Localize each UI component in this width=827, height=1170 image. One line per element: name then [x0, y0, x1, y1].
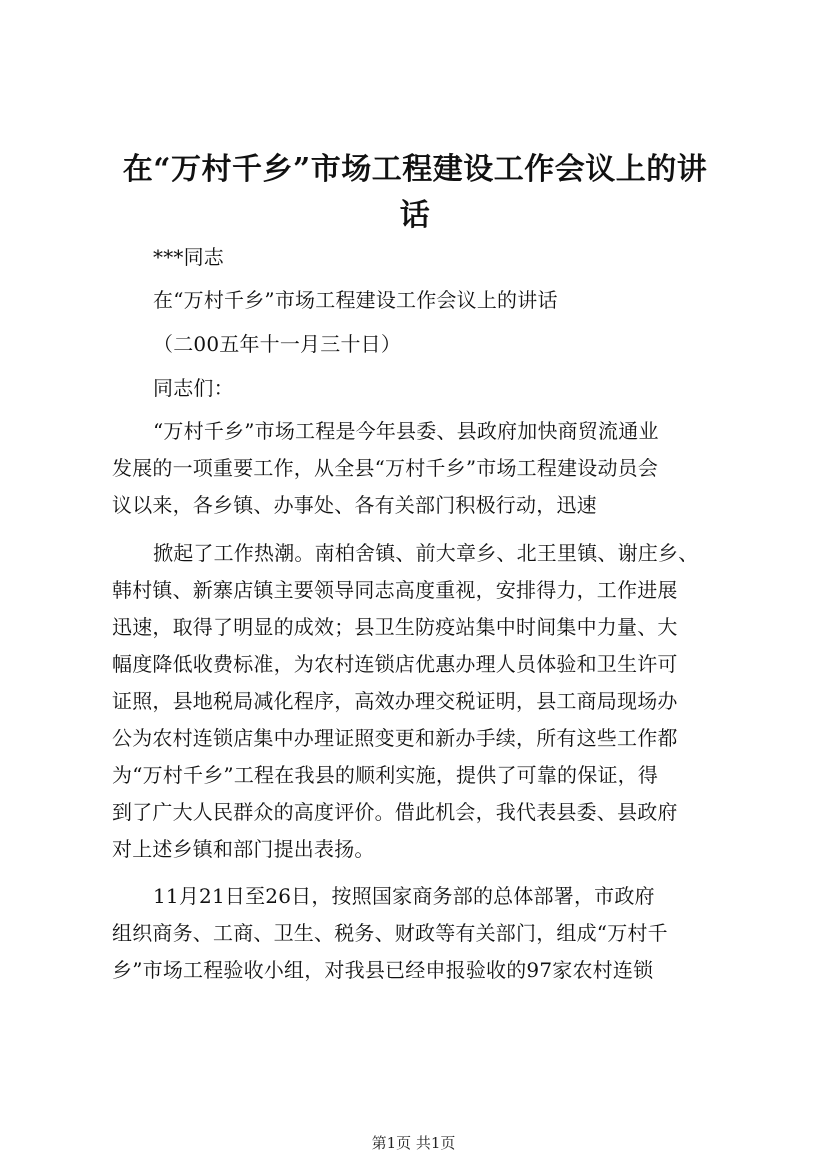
subtitle-line: 在“万村千乡”市场工程建设工作会议上的讲话: [153, 288, 558, 312]
paragraph-line: 对上述乡镇和部门提出表扬。: [112, 837, 375, 861]
salutation-line: ***同志: [153, 245, 224, 269]
paragraph-line: 掀起了工作热潮。南柏舍镇、前大章乡、北王里镇、谢庄乡、: [153, 541, 699, 565]
paragraph-line: 为“万村千乡”工程在我县的顺利实施，提供了可靠的保证，得: [112, 763, 659, 787]
paragraph-line: 乡”市场工程验收小组，对我县已经申报验收的97家农村连锁: [112, 958, 654, 982]
greeting-line: 同志们：: [153, 376, 234, 400]
paragraph-line: 发展的一项重要工作，从全县“万村千乡”市场工程建设动员会: [112, 456, 659, 480]
paragraph-line: 韩村镇、新寨店镇主要领导同志高度重视，安排得力，工作进展: [112, 578, 678, 602]
paragraph-line: 到了广大人民群众的高度评价。借此机会，我代表县委、县政府: [112, 800, 678, 824]
page-footer: 第1页 共1页: [371, 1134, 456, 1152]
page-title: [110, 147, 720, 239]
paragraph-line: 组织商务、工商、卫生、税务、财政等有关部门，组成“万村千: [112, 921, 668, 945]
title-line-2: 话: [399, 198, 431, 233]
title-line-1: 在“万村千乡”市场工程建设工作会议上的讲: [122, 152, 708, 187]
paragraph-line: 证照，县地税局减化程序，高效办理交税证明，县工商局现场办: [112, 689, 678, 713]
paragraph-line: 幅度降低收费标准，为农村连锁店优惠办理人员体验和卫生许可: [112, 652, 678, 676]
paragraph-line: 11月21日至26日，按照国家商务部的总体部署，市政府: [153, 884, 655, 908]
paragraph-line: 议以来，各乡镇、办事处、各有关部门积极行动，迅速: [112, 493, 597, 517]
paragraph-line: “万村千乡”市场工程是今年县委、县政府加快商贸流通业: [153, 419, 659, 443]
date-line: （二00五年十一月三十日）: [153, 332, 402, 356]
paragraph-line: 迅速，取得了明显的成效；县卫生防疫站集中时间集中力量、大: [112, 615, 678, 639]
paragraph-line: 公为农村连锁店集中办理证照变更和新办手续，所有这些工作都: [112, 726, 678, 750]
